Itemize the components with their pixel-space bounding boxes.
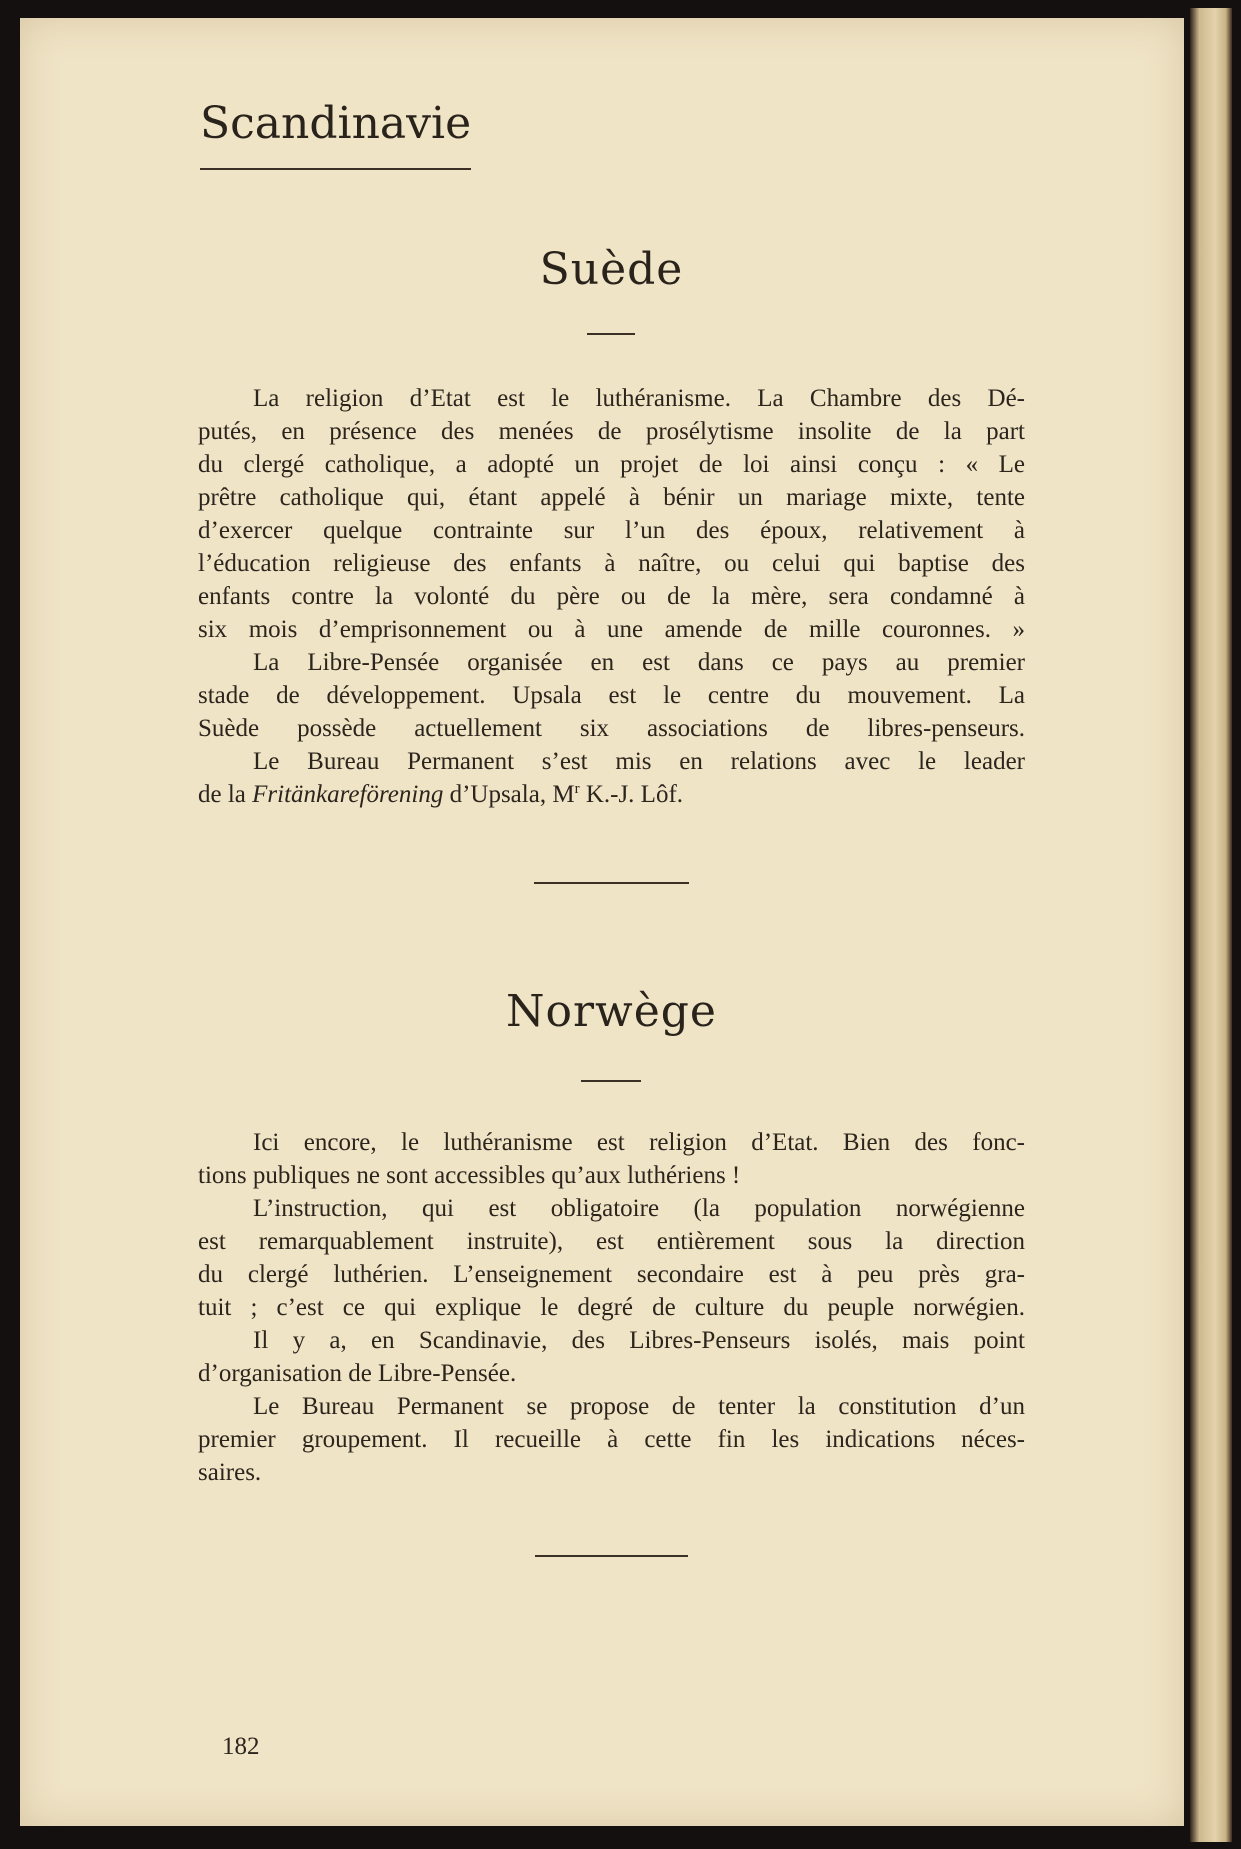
section-heading-norwege: Norwège	[506, 986, 717, 1037]
paragraph-suede-3	[198, 745, 1025, 811]
text-line: du clergé luthérien. L’enseignement secondaire est à peu près gra-	[198, 1261, 1025, 1288]
text-line	[198, 778, 1025, 811]
page-number: 182	[222, 1733, 260, 1760]
title-superscript: r	[574, 781, 580, 797]
text-line: Ici encore, le luthéranisme est religion d’Etat. Bien des fonc-	[253, 1129, 1025, 1156]
heading-rule-norwege	[581, 1080, 641, 1082]
section-body-norwege	[198, 1126, 1025, 1489]
section-body-suede	[198, 382, 1025, 811]
text-line: du clergé catholique, a adopté un projet de loi ainsi conçu : « Le	[198, 451, 1025, 478]
paragraph-suede-2	[198, 646, 1025, 745]
text-line: stade de développement. Upsala est le centre du mouvement. La	[198, 682, 1025, 709]
paragraph-norwege-4	[198, 1390, 1025, 1489]
text-line: enfants contre la volonté du père ou de la mère, sera condamné à	[198, 583, 1025, 610]
text-line: prêtre catholique qui, étant appelé à bénir un mariage mixte, tente	[198, 484, 1025, 511]
society-name-italic: Fritänkareförening	[252, 781, 444, 808]
section-heading-suede: Suède	[539, 244, 684, 295]
text-segment: de la	[198, 781, 253, 808]
person-name: K.-J. Lôf.	[579, 781, 684, 808]
book-page	[20, 18, 1184, 1826]
text-line: d’organisation de Libre-Pensée.	[198, 1360, 517, 1387]
text-line: L’instruction, qui est obligatoire (la population norwégienne	[253, 1195, 1025, 1222]
text-line: Il y a, en Scandinavie, des Libres-Penseurs isolés, mais point	[253, 1327, 1025, 1354]
text-line: Le Bureau Permanent se propose de tenter la constitution d’un	[253, 1393, 1025, 1420]
text-line: est remarquablement instruite), est entièrement sous la direction	[198, 1228, 1025, 1255]
text-line: l’éducation religieuse des enfants à naître, ou celui qui baptise des	[198, 550, 1025, 577]
paragraph-norwege-2	[198, 1192, 1025, 1324]
paragraph-norwege-1	[198, 1126, 1025, 1192]
text-line: premier groupement. Il recueille à cette fin les indications néces-	[198, 1426, 1025, 1453]
text-line: saires.	[198, 1459, 262, 1486]
text-line: d’exercer quelque contrainte sur l’un des époux, relativement à	[198, 517, 1025, 544]
text-line: putés, en présence des menées de prosélytisme insolite de la part	[198, 418, 1025, 445]
text-line: six mois d’emprisonnement ou à une amende de mille couronnes. »	[198, 616, 1025, 643]
text-segment: d’Upsala, M	[443, 781, 575, 808]
section-divider	[535, 1555, 688, 1557]
heading-rule-suede	[587, 333, 635, 335]
text-line: La Libre-Pensée organisée en est dans ce pays au premier	[253, 649, 1025, 676]
adjacent-page-edge	[1190, 8, 1232, 1842]
text-line: tions publiques ne sont accessibles qu’aux luthériens !	[198, 1162, 741, 1189]
paragraph-norwege-3	[198, 1324, 1025, 1390]
chapter-title: Scandinavie	[200, 98, 471, 170]
text-line: Suède possède actuellement six associations de libres-penseurs.	[198, 715, 1025, 742]
text-line: Le Bureau Permanent s’est mis en relations avec le leader	[253, 748, 1025, 775]
paragraph-suede-1	[198, 382, 1025, 646]
text-line: La religion d’Etat est le luthéranisme. La Chambre des Dé-	[253, 385, 1025, 412]
section-divider	[534, 882, 689, 884]
text-line: tuit ; c’est ce qui explique le degré de culture du peuple norwégien.	[198, 1294, 1025, 1321]
